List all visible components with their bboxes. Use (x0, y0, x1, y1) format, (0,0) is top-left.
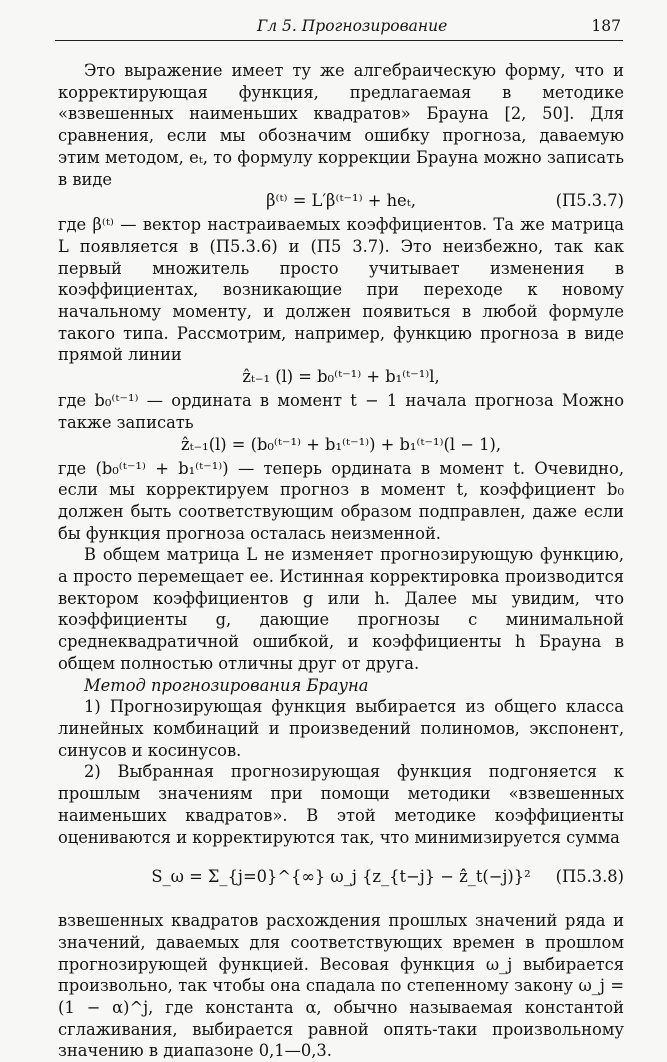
equation-formula: β⁽ᵗ⁾ = L′β⁽ᵗ⁻¹⁾ + heₜ, (266, 191, 416, 211)
paragraph-2: где β⁽ᵗ⁾ — вектор настраиваемых коэффициентов. Та же матрица L появляется в (П5.3.6) и (П5 3.7). Это неизбежно, так как первый множитель просто учитывает изменения в коэффициентах, возникающие при переходе к новому начальному моменту, и должен появиться в любой формуле такого типа. Рассмотрим, например, функцию прогноза в виде прямой линии (58, 215, 624, 365)
paragraph-1: Это выражение имеет ту же алгебраическую форму, что и корректирующая функция, предлагаемая в методике «взвешенных наименьших квадратов» Брауна [2, 50]. Для сравнения, если мы обозначим ошибку прогноза, даваемую этим методом, eₜ, то формулу коррекции Брауна можно записать в виде (58, 61, 624, 189)
paragraph-7: 2) Выбранная прогнозирующая функция подгоняется к прошлым значениям при помощи методики «взвешенных наименьших квадратов». В этой методике коэффициенты оцениваются и корректируются так, что минимизируется сумма (58, 762, 624, 847)
equation-formula: ẑₜ₋₁(l) = (b₀⁽ᵗ⁻¹⁾ + b₁⁽ᵗ⁻¹⁾) + b₁⁽ᵗ⁻¹⁾(l − 1), (181, 434, 501, 454)
paragraph-4: где (b₀⁽ᵗ⁻¹⁾ + b₁⁽ᵗ⁻¹⁾) — теперь ордината в момент t. Очевидно, если мы корректируем прогноз в момент t, коэффициент b₀ должен быть соответствующим образом подправлен, даже если бы функция прогноза осталась неизменной. (58, 458, 624, 543)
equation-p5-3-7 (58, 190, 624, 214)
chapter-title: Гл 5. Прогнозирование (257, 17, 448, 35)
paragraph-5: В общем матрица L не изменяет прогнозирующую функцию, а просто перемещает ее. Истинная корректировка производится вектором коэффициентов g или h. Далее мы увидим, что коэффициенты g, дающие прогнозы с минимальной среднеквадратичной ошибкой, и коэффициенты h Брауна в общем полностью отличны друг от друга. (58, 545, 624, 673)
equation-number: (П5.3.7) (555, 191, 624, 211)
paragraph-3: где b₀⁽ᵗ⁻¹⁾ — ордината в момент t − 1 начала прогноза Можно также записать (58, 391, 624, 432)
page-number: 187 (591, 17, 621, 35)
equation-formula: ẑₜ₋₁ (l) = b₀⁽ᵗ⁻¹⁾ + b₁⁽ᵗ⁻¹⁾l, (242, 367, 440, 387)
equation-formula: S_ω = Σ_{j=0}^{∞} ω_j {z_{t−j} − ẑ̂_t(−j)}² (151, 867, 531, 887)
paragraph-8: взвешенных квадратов расхождения прошлых значений ряда и значений, даваемых для соответствующих времен в прошлом прогнозирующей функцией. Весовая функция ω_j выбирается произвольно, так чтобы она спадала по степенному закону ω_j = (1 − α)^j, где константа α, обычно называемая константой сглаживания, выбирается равной опять-таки произвольному значению в диапазоне 0,1—0,3. (58, 911, 624, 1061)
equation-number: (П5.3.8) (555, 867, 624, 887)
equation-line-forecast (58, 366, 624, 390)
page-body (58, 60, 624, 1062)
paragraph-6: 1) Прогнозирующая функция выбирается из общего класса линейных комбинаций и произведений полиномов, экспонент, синусов и косинусов. (58, 697, 624, 760)
equation-line-forecast-alt (58, 434, 624, 458)
section-heading: Метод прогнозирования Брауна (84, 675, 369, 695)
running-header (55, 14, 623, 41)
equation-p5-3-8 (58, 848, 624, 910)
